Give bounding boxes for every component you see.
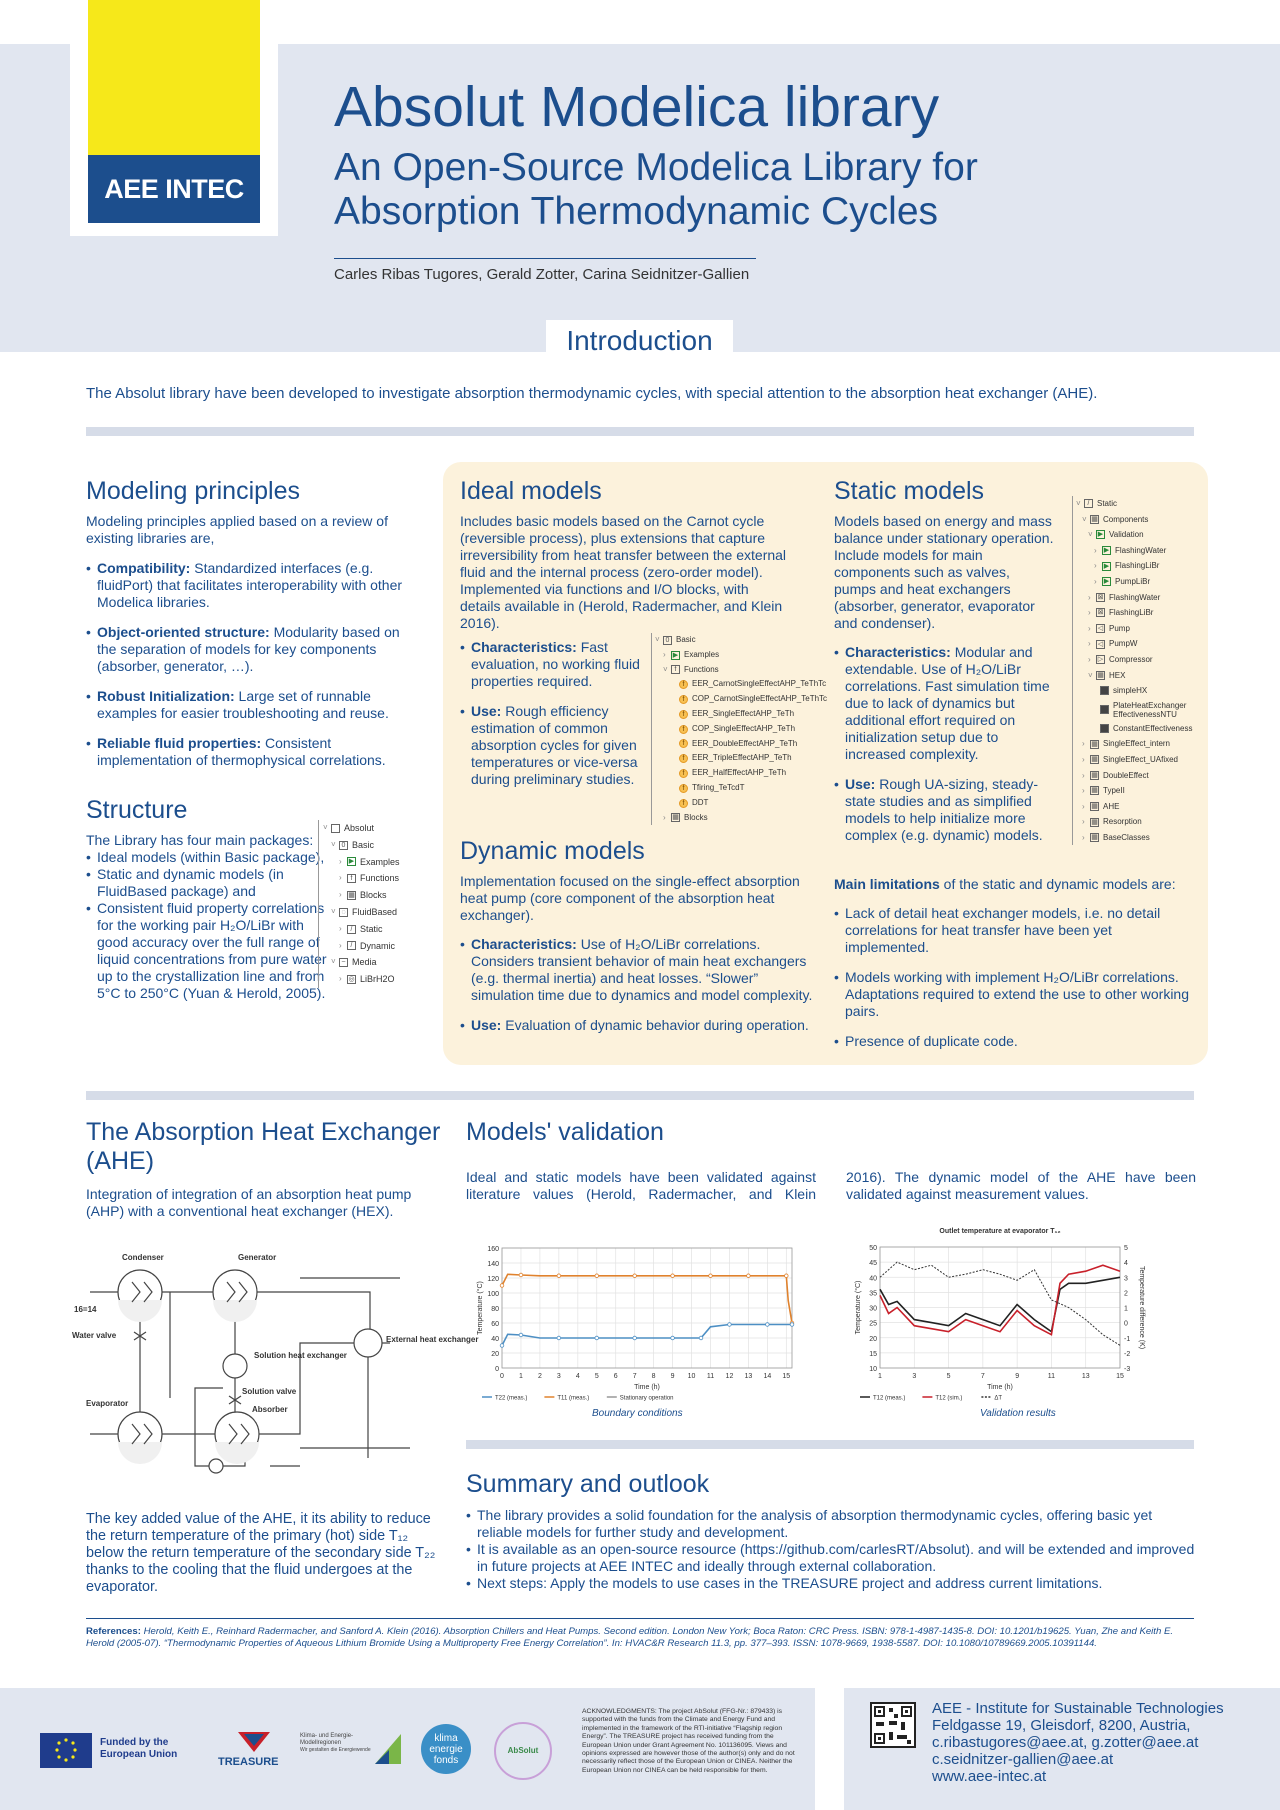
tree-item[interactable]: ˅ ▦ Components	[1082, 514, 1149, 524]
list-item: • Consistent fluid property correlations for the working pair H₂O/LiBr with good accuracy over the full range of liquid concentrations from pure water up to the crystallization line and from 5°C to 250°C (Yuan & Herold, 2005).	[86, 900, 338, 1002]
tree-item[interactable]: › f Functions	[339, 873, 400, 884]
list-item: • Presence of duplicate code.	[834, 1033, 1199, 1050]
structure-section	[86, 796, 338, 1002]
tree-item[interactable]: › ▦ DoubleEffect	[1082, 770, 1149, 780]
data-point	[519, 1273, 523, 1277]
tree-item[interactable]: f COP_CarnotSingleEffectAHP_TeThTc	[655, 692, 821, 707]
package-icon: ▦	[1091, 515, 1098, 523]
y2-tick-label: 1	[1124, 1305, 1128, 1313]
list-item: • It is available as an open-source resource (https://github.com/carlesRT/Absolut). and will be extended and improved in future projects at AEE INTEC and ideally through external collaboration.	[466, 1541, 1196, 1575]
tree-item[interactable]: ˅ / Static	[1076, 499, 1118, 508]
list-item: • Static and dynamic models (in FluidBased package) and	[86, 866, 338, 900]
y-tick-label: 20	[491, 1351, 499, 1358]
chart-validation-results	[840, 1225, 1160, 1418]
tree-item[interactable]: › ▦ BaseClasses	[1082, 832, 1150, 842]
ahe-heading: The Absorption Heat Exchanger (AHE)	[86, 1118, 441, 1175]
y-tick-label: 80	[491, 1306, 499, 1313]
list-item: • Next steps: Apply the models to use cases in the TREASURE project and address current limitations.	[466, 1575, 1196, 1592]
ahe-cycle-diagram	[70, 1248, 479, 1488]
function-icon: f	[679, 695, 688, 704]
acknowledgments: ACKNOWLEDGMENTS: The project AbSolut (FFG-Nr.: 879433) is supported with the funds from the Climate and Energy Fund and implemented in the framework of the RTI-initiative “Flagship region Energy”. The TREASURE project has received funding from the European Union under Grant Agreement No. 101136095. Views and opinions expressed are however those of the author(s) only and do not necessarily reflect those of the European Union or CINEA. Neither the European Union nor CINEA can be held responsible for them.	[582, 1708, 795, 1774]
treasure-label: TREASURE	[218, 1756, 279, 1768]
data-point	[747, 1274, 751, 1278]
label-absorber: Absorber	[252, 1405, 288, 1414]
modeling-heading: Modeling principles	[86, 477, 301, 505]
list-item: • Use: Evaluation of dynamic behavior during operation.	[460, 1017, 820, 1034]
contact-email[interactable]: c.ribastugores@aee.at, g.zotter@aee.at	[932, 1734, 1199, 1751]
y2-tick-label: -2	[1124, 1350, 1131, 1358]
y-tick-label: 60	[491, 1321, 499, 1328]
package-icon	[331, 824, 340, 833]
function-icon: f	[679, 739, 688, 748]
tree-item[interactable]: › ▦ Blocks	[339, 890, 387, 901]
x-tick-label: 11	[1047, 1373, 1056, 1380]
series-line	[880, 1277, 1120, 1331]
y-tick-label: 160	[487, 1246, 499, 1253]
section-divider	[466, 1440, 1194, 1449]
tree-item[interactable]: › ▦ SingleEffect_UAfixed	[1082, 754, 1179, 764]
y2-tick-label: 0	[1124, 1320, 1128, 1328]
series-line	[880, 1265, 1120, 1335]
validation-text: Ideal and static models have been validated against literature values (Herold, Radermacher, and Klein 2016). The dynamic model of the AHE have been validated against measurement values.	[466, 1169, 1196, 1202]
tree-item[interactable]: ˅ 0 Basic	[655, 635, 696, 644]
tree-item[interactable]: ˅ Absolut	[323, 823, 375, 833]
list-item: • Use: Rough UA-sizing, steady-state studies and as simplified models to help initialize more complex (e.g. dynamic) models.	[834, 776, 1054, 844]
y2-tick-label: 2	[1124, 1290, 1128, 1298]
y-tick-label: 0	[495, 1366, 499, 1373]
dynamic-text: Implementation focused on the single-effect absorption heat pump (core component of the absorption heat exchanger).	[460, 873, 800, 923]
functions-icon: f	[347, 874, 356, 883]
y2-tick-label: 4	[1124, 1260, 1128, 1268]
static-package-tree	[1072, 496, 1204, 845]
list-item: • Characteristics: Use of H₂O/LiBr correlations. Considers transient behavior of main heat exchangers (e.g. thermal inertia) and heat losses. “Slower” simulation time due to dynamics and model complexity.	[460, 936, 820, 1004]
tree-item[interactable]: f DDT	[655, 796, 821, 811]
pump-icon: ◁	[1097, 625, 1104, 633]
section-divider	[86, 1091, 1194, 1100]
package-icon: 0	[339, 841, 348, 850]
hex-icon	[1100, 686, 1109, 695]
validation-heading: Models' validation	[466, 1118, 664, 1146]
y-tick-label: 120	[487, 1276, 499, 1283]
tree-item[interactable]: › ⊠ FlashingWater	[1088, 592, 1161, 602]
list-item: • Reliable fluid properties: Consistent implementation of thermophysical correlations.	[86, 735, 421, 769]
list-item: • Lack of detail heat exchanger models, i.e. no detail correlations for heat transfer have been yet implemented.	[834, 905, 1199, 956]
legend-label: T11 (meas.)	[557, 1395, 590, 1402]
qr-code-icon[interactable]	[870, 1702, 916, 1748]
tree-item[interactable]: › ▶ Examples	[663, 649, 720, 659]
static-list	[834, 644, 1054, 844]
klima-regions-logo-icon	[373, 1730, 403, 1766]
function-icon: f	[679, 784, 688, 793]
tree-item[interactable]: › ▷ Compressor	[1088, 654, 1153, 664]
intro-text: The Absolut library have been developed to investigate absorption thermodynamic cycles, with special attention to the absorption heat exchanger (AHE).	[86, 385, 1098, 402]
play-icon: ▶	[348, 858, 355, 866]
x-tick-label: 2	[537, 1373, 542, 1380]
tree-item[interactable]: › ▶ PumpLiBr	[1094, 576, 1151, 586]
logo-yellow-block	[88, 0, 260, 155]
y2-tick-label: 5	[1124, 1245, 1128, 1252]
list-item: • The library provides a solid foundation for the analysis of absorption thermodynamic cycles, offering basic yet reliable models for further study and development.	[466, 1507, 1196, 1541]
x-tick-label: 15	[782, 1373, 791, 1380]
hex-icon	[1100, 705, 1109, 714]
y-tick-label: 45	[869, 1260, 877, 1268]
chart1-caption: Boundary conditions	[592, 1408, 683, 1419]
tree-item[interactable]: › ◎ LiBrH2O	[339, 974, 395, 985]
label-16-14: 16=14	[74, 1305, 97, 1314]
list-item: • Characteristics: Modular and extendable. Use of H₂O/LiBr correlations. Fast simulation time due to lack of dynamics but additional effort required on initialization setup due to increased complexity.	[834, 644, 1054, 763]
external-hx-symbol	[354, 1329, 382, 1357]
package-icon: /	[1084, 499, 1093, 508]
package-icon: ▦	[1097, 671, 1104, 679]
x-tick-label: 7	[980, 1373, 985, 1380]
tree-item[interactable]: ˅ ◌ FluidBased	[331, 906, 398, 917]
dynamic-list	[460, 936, 820, 1034]
summary-section	[466, 1470, 1196, 1592]
summary-heading: Summary and outlook	[466, 1470, 710, 1498]
eu-flag-icon	[40, 1733, 92, 1768]
data-point	[557, 1336, 561, 1340]
tree-item[interactable]: f COP_SingleEffectAHP_TeTh	[655, 722, 821, 737]
y-tick-label: 100	[487, 1291, 499, 1298]
package-icon: /	[347, 941, 356, 950]
package-icon: ▦	[1091, 756, 1098, 764]
legend-label: T12 (meas.)	[873, 1395, 906, 1402]
title-divider	[334, 258, 756, 259]
label-solution-hx: Solution heat exchanger	[254, 1351, 347, 1360]
tree-item[interactable]: › ◁ PumpW	[1088, 639, 1138, 649]
y-tick-label: 25	[869, 1320, 877, 1328]
chart2-title: Outlet temperature at evaporator T₁₂	[939, 1228, 1061, 1235]
package-icon: ~	[339, 958, 348, 967]
limitations-lead: Main limitations of the static and dynamic models are:	[834, 876, 1176, 892]
list-item: • Models working with implement H₂O/LiBr correlations. Adaptations required to extend the use to other working pairs.	[834, 969, 1199, 1020]
list-item: • Compatibility: Standardized interfaces (e.g. fluidPort) that facilitates interoperability with other Modelica libraries.	[86, 560, 421, 611]
tree-item[interactable]: › ▦ Blocks	[663, 812, 708, 822]
data-point	[500, 1284, 504, 1288]
static-text: Models based on energy and mass balance under stationary operation. Include models for main components such as valves, pumps and heat exchangers (absorber, generator, evaporator and condenser).	[834, 513, 1054, 631]
y-axis-label: Temperature (°C)	[477, 1281, 484, 1335]
package-icon: ▦	[1091, 787, 1098, 795]
tree-item[interactable]: ˅ ~ Media	[331, 957, 377, 968]
x-tick-label: 3	[556, 1373, 561, 1380]
absolut-project-logo: AbSolut	[494, 1722, 552, 1780]
x-tick-label: 3	[912, 1373, 917, 1380]
y-tick-label: 15	[869, 1350, 877, 1358]
tree-item[interactable]: f EER_TripleEffectAHP_TeTh	[655, 751, 821, 766]
ideal-list	[460, 639, 640, 801]
y-tick-label: 50	[869, 1245, 877, 1252]
label-evaporator: Evaporator	[86, 1399, 129, 1408]
data-point	[519, 1333, 523, 1337]
tree-item[interactable]: f Tfiring_TeTcdT	[655, 781, 821, 796]
x-tick-label: 13	[1081, 1373, 1090, 1380]
label-generator: Generator	[238, 1253, 277, 1262]
modeling-section	[86, 477, 421, 782]
tree-item[interactable]: simpleHX	[1076, 683, 1204, 699]
package-icon: ▦	[1091, 818, 1098, 826]
klima-regions-label: Klima- und Energie-Modellregionen Wir gestalten die Energiewende	[300, 1733, 371, 1753]
list-item: • Object-oriented structure: Modularity based on the separation of models for key components (absorber, generator, …).	[86, 624, 421, 675]
ideal-heading: Ideal models	[460, 477, 602, 505]
data-point	[728, 1323, 732, 1327]
x-tick-label: 0	[500, 1373, 504, 1380]
structure-package-tree	[318, 820, 408, 988]
function-icon: f	[679, 754, 688, 763]
x-axis-label: Time (h)	[634, 1384, 660, 1391]
x-axis-label: Time (h)	[987, 1384, 1013, 1391]
static-section	[834, 477, 1054, 857]
y-tick-label: 35	[869, 1290, 877, 1298]
tree-item[interactable]: f EER_HalfEffectAHP_TeTh	[655, 766, 821, 781]
references: References: Herold, Keith E., Reinhard Radermacher, and Sanford A. Klein (2016). Absorption Chillers and Heat Pumps. Second edition. London New York; Boca Raton: CRC Press. ISBN: 978-1-4987-1435-8. DOI: 10.1201/b19625. Yuan, Zhe and Keith E. Herold (2005-07). “Thermodynamic Properties of Aqueous Lithium Bromide Using a Multiproperty Free Energy Correlation”. In: HVAC&R Research 11.3, pp. 377–393. ISSN: 1078-9669, 1938-5587. DOI: 10.1080/10789669.2005.10391144.	[86, 1626, 1174, 1649]
tree-item[interactable]: ˅ 0 Basic	[331, 839, 375, 850]
tree-item[interactable]: ˅ ▶ Validation	[1088, 530, 1144, 540]
x-tick-label: 6	[613, 1373, 618, 1380]
legend-label: ΔT	[994, 1395, 1003, 1402]
tree-item[interactable]: › ▶ FlashingWater	[1094, 545, 1167, 555]
data-point	[671, 1336, 675, 1340]
intro-heading: Introduction	[546, 320, 733, 360]
function-icon: f	[679, 680, 688, 689]
function-icon: f	[679, 769, 688, 778]
y-tick-label: 20	[869, 1335, 877, 1343]
data-point	[595, 1274, 599, 1278]
package-icon: ▦	[1091, 802, 1098, 810]
dynamic-section	[460, 837, 820, 1047]
legend-label: Stationary operation	[619, 1395, 674, 1402]
package-icon: ▦	[1091, 740, 1098, 748]
model-icon: ⊠	[1097, 609, 1104, 617]
medium-icon: ◎	[348, 976, 355, 984]
x-tick-label: 9	[670, 1373, 675, 1380]
data-point	[790, 1323, 794, 1327]
poster-subtitle: An Open-Source Modelica Library for Absorption Thermodynamic Cycles	[334, 146, 978, 233]
ahe-text: Integration of integration of an absorption heat pump (AHP) with a conventional heat exchanger (HEX).	[86, 1186, 412, 1219]
modeling-lead: Modeling principles applied based on a review of existing libraries are,	[86, 513, 388, 546]
blocks-icon: ▦	[672, 814, 679, 822]
eu-funding-label: Funded by the European Union	[100, 1737, 178, 1760]
x-tick-label: 7	[632, 1373, 637, 1380]
tree-item[interactable]: › ◁ Pump	[1088, 623, 1130, 633]
tree-item[interactable]: f EER_CarnotSingleEffectAHP_TeThTc	[655, 677, 821, 692]
x-tick-label: 1	[519, 1373, 523, 1380]
x-tick-label: 11	[706, 1373, 715, 1380]
contact-email[interactable]: c.seidnitzer-gallien@aee.at	[932, 1751, 1114, 1768]
hex-icon	[1100, 724, 1109, 733]
tree-item[interactable]: ˅ ▦ HEX	[1088, 670, 1126, 680]
model-icon: ⊠	[1097, 593, 1104, 601]
data-point	[633, 1274, 637, 1278]
tree-item[interactable]: › ▦ TypeII	[1082, 786, 1125, 796]
tree-item[interactable]: › ▦ SingleEffect_intern	[1082, 739, 1171, 749]
legend-label: T12 (sim.)	[935, 1395, 963, 1402]
validation-section	[466, 1118, 1196, 1203]
data-point	[500, 1344, 504, 1348]
section-divider	[86, 427, 1194, 436]
chart-boundary-conditions	[462, 1238, 802, 1418]
list-item: • Use: Rough efficiency estimation of common absorption cycles for given temperatures or vice-versa during preliminary studies.	[460, 703, 640, 788]
static-heading: Static models	[834, 477, 985, 505]
data-point	[557, 1274, 561, 1278]
tree-item[interactable]: f EER_DoubleEffectAHP_TeTh	[655, 737, 821, 752]
references-divider	[86, 1618, 1194, 1619]
x-tick-label: 9	[1015, 1373, 1020, 1380]
x-tick-label: 8	[651, 1373, 656, 1380]
legend-label: T22 (meas.)	[495, 1395, 528, 1402]
label-solution-valve: Solution valve	[242, 1387, 297, 1396]
ahe-summary-text: The key added value of the AHE, it its ability to reduce the return temperature of the primary (hot) side T₁₂ below the return temperature of the secondary side T₂₂ thanks to the cooling that the fluid undergoes at the evaporator.	[86, 1511, 436, 1595]
treasure-logo-icon	[234, 1730, 274, 1754]
tree-item[interactable]: ConstantEffectiveness	[1076, 721, 1204, 737]
modeling-list	[86, 560, 421, 769]
x-tick-label: 15	[1116, 1373, 1124, 1380]
list-item: • Characteristics: Fast evaluation, no working fluid properties required.	[460, 639, 640, 690]
y2-tick-label: 3	[1124, 1275, 1128, 1283]
tree-item[interactable]: ˅ f Functions	[663, 664, 719, 674]
package-icon: ◌	[339, 908, 348, 917]
data-point	[766, 1323, 770, 1327]
y-tick-label: 30	[869, 1305, 877, 1313]
function-icon: f	[679, 799, 688, 808]
tree-item[interactable]: f EER_SingleEffectAHP_TeTh	[655, 707, 821, 722]
x-tick-label: 14	[763, 1373, 772, 1380]
play-icon: ▶	[1097, 531, 1104, 539]
y-tick-label: 40	[491, 1336, 499, 1343]
label-condenser: Condenser	[122, 1253, 164, 1262]
tree-item[interactable]: › / Dynamic	[339, 940, 396, 951]
contact-line: AEE - Institute for Sustainable Technologies	[932, 1700, 1224, 1717]
contact-line: Feldgasse 19, Gleisdorf, 8200, Austria,	[932, 1717, 1191, 1734]
klimafonds-logo: klima energie fonds	[421, 1724, 471, 1774]
summary-list	[466, 1507, 1196, 1592]
data-point	[709, 1274, 713, 1278]
y2-tick-label: -3	[1124, 1366, 1131, 1373]
y-tick-label: 10	[869, 1366, 877, 1373]
limitations-section	[834, 876, 1199, 1063]
tree-item[interactable]: › ⊠ FlashingLiBr	[1088, 608, 1154, 618]
package-icon: ▦	[1091, 771, 1098, 779]
dynamic-heading: Dynamic models	[460, 837, 645, 865]
tree-item[interactable]: › / Static	[339, 923, 383, 934]
x-tick-label: 10	[687, 1373, 696, 1380]
authors: Carles Ribas Tugores, Gerald Zotter, Carina Seidnitzer-Gallien	[334, 266, 750, 283]
contact-website[interactable]: www.aee-intec.at	[932, 1768, 1047, 1785]
x-tick-label: 4	[575, 1373, 580, 1380]
package-icon: ▦	[1091, 834, 1098, 842]
y2-axis-label: Temperature difference (K)	[1138, 1265, 1145, 1350]
package-icon: 0	[663, 636, 672, 645]
x-tick-label: 5	[594, 1373, 599, 1380]
x-tick-label: 12	[725, 1373, 734, 1380]
series-line	[880, 1262, 1120, 1345]
structure-heading: Structure	[86, 796, 188, 824]
pump-symbol	[209, 1459, 223, 1473]
list-item: • Ideal models (within Basic package),	[86, 849, 338, 866]
tree-item[interactable]: › ▶ FlashingLiBr	[1094, 561, 1160, 571]
structure-lead: The Library has four main packages:	[86, 832, 314, 848]
blocks-icon: ▦	[348, 892, 355, 900]
contact-block	[932, 1700, 1224, 1785]
label-external-hx: External heat exchanger	[386, 1335, 479, 1344]
tree-item[interactable]: PlateHeatExchanger EffectivenessNTU	[1076, 701, 1204, 719]
data-point	[699, 1336, 703, 1340]
function-icon: f	[679, 725, 688, 734]
functions-icon: f	[671, 665, 680, 674]
package-icon: /	[347, 925, 356, 934]
function-icon: f	[679, 710, 688, 719]
poster-title: Absolut Modelica library	[334, 75, 940, 139]
data-point	[633, 1336, 637, 1340]
play-icon: ▶	[1103, 578, 1110, 586]
x-tick-label: 1	[878, 1373, 882, 1380]
label-water-valve: Water valve	[72, 1331, 117, 1340]
tree-item[interactable]: › ▶ Examples	[339, 856, 400, 867]
play-icon: ▶	[1103, 547, 1110, 555]
x-tick-label: 13	[744, 1373, 753, 1380]
data-point	[785, 1274, 789, 1278]
x-tick-label: 5	[946, 1373, 951, 1380]
tree-item[interactable]: › ▦ AHE	[1082, 801, 1120, 811]
list-item: • Robust Initialization: Large set of runnable examples for easier troubleshooting and reuse.	[86, 688, 421, 722]
play-icon: ▶	[672, 651, 679, 659]
compressor-icon: ▷	[1097, 656, 1104, 664]
y-tick-label: 140	[487, 1261, 499, 1268]
y-tick-label: 40	[869, 1275, 877, 1283]
pump-icon: ◁	[1097, 640, 1104, 648]
solution-hx-symbol	[223, 1354, 247, 1378]
tree-item[interactable]: › ▦ Resorption	[1082, 817, 1142, 827]
ahe-section	[86, 1118, 446, 1220]
structure-list	[86, 849, 338, 1002]
y-axis-label: Temperature (°C)	[855, 1280, 862, 1335]
ideal-text: Includes basic models based on the Carnot cycle (reversible process), plus extensions that capture irreversibility from heat transfer between the external fluid and the internal process (zero-order model). Implemented via functions and I/O blocks, with details available in (Herold, Radermacher, and Klein 2016).	[460, 513, 787, 631]
data-point	[671, 1274, 675, 1278]
data-point	[595, 1336, 599, 1340]
ideal-package-tree	[651, 633, 828, 825]
y2-tick-label: -1	[1124, 1335, 1131, 1343]
chart2-caption: Validation results	[980, 1408, 1056, 1419]
aee-intec-logo: AEE INTEC	[88, 155, 260, 223]
play-icon: ▶	[1103, 562, 1110, 570]
limitations-list	[834, 905, 1199, 1050]
ideal-section	[460, 477, 790, 632]
